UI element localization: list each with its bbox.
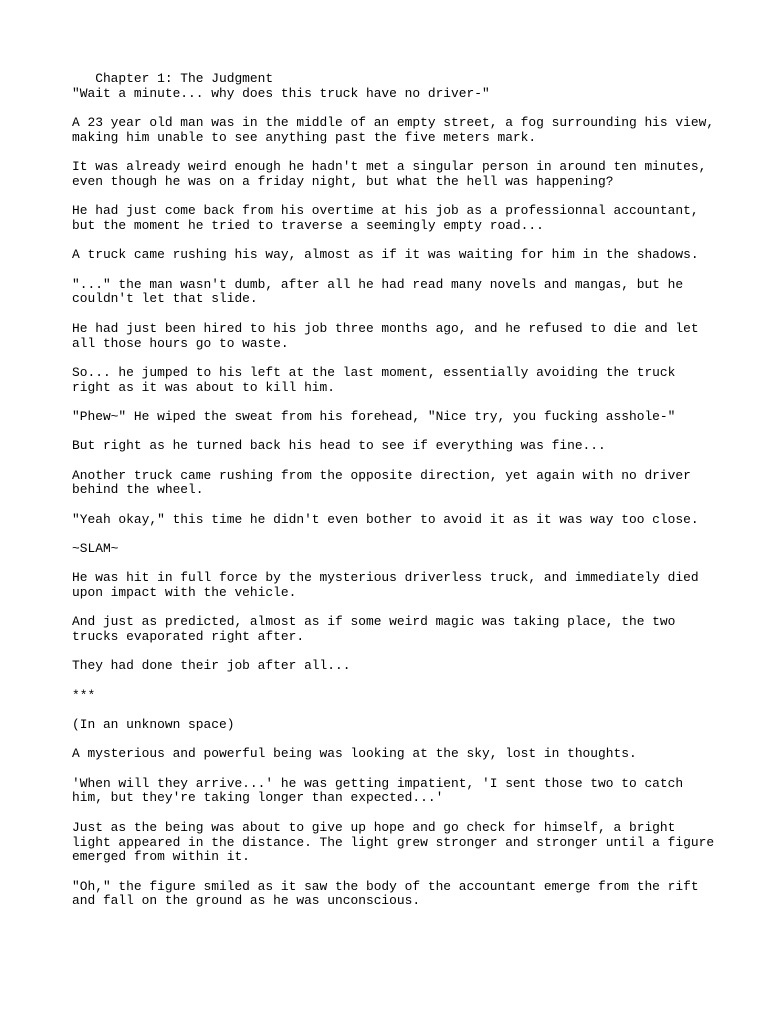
paragraph-line: even though he was on a friday night, but what the hell was happening? (72, 173, 614, 189)
paragraph (72, 689, 712, 704)
paragraph-line: making him unable to see anything past the five meters mark. (72, 129, 537, 145)
paragraph (72, 747, 712, 762)
paragraph (72, 366, 712, 396)
paragraph-line: "Wait a minute... why does this truck have no driver-" (72, 85, 490, 101)
document-page (72, 71, 715, 924)
paragraph (72, 322, 712, 352)
paragraph-line: It was already weird enough he hadn't met a singular person in around ten minutes, (72, 159, 707, 175)
paragraph-line: upon impact with the vehicle. (72, 585, 297, 601)
paragraph-line: couldn't let that slide. (72, 291, 258, 307)
paragraph (72, 469, 712, 499)
paragraph-line: behind the wheel. (72, 482, 204, 498)
paragraph (72, 204, 712, 234)
paragraph (72, 718, 712, 733)
paragraph-line: "Oh," the figure smiled as it saw the body of the accountant emerge from the rift (72, 878, 699, 894)
paragraph-line: And just as predicted, almost as if some weird magic was taking place, the two (72, 614, 676, 630)
chapter-heading: Chapter 1: The Judgment (72, 71, 274, 86)
paragraph-line: light appeared in the distance. The light grew stronger and stronger until a figure (72, 834, 715, 850)
paragraph-line: Another truck came rushing from the opposite direction, yet again with no driver (72, 467, 691, 483)
paragraph (72, 542, 712, 557)
paragraph-line: But right as he turned back his head to see if everything was fine... (72, 438, 606, 454)
paragraph-line: A 23 year old man was in the middle of an empty street, a fog surrounding his view, (72, 115, 715, 131)
paragraph-line: all those hours go to waste. (72, 335, 289, 351)
paragraph-line: A truck came rushing his way, almost as if it was waiting for him in the shadows. (72, 247, 699, 263)
paragraph-line: emerged from within it. (72, 849, 250, 865)
paragraph (72, 115, 715, 146)
paragraph-line: right as it was about to kill him. (72, 379, 336, 395)
paragraph-line: "Phew~" He wiped the sweat from his forehead, "Nice try, you fucking asshole-" (72, 408, 676, 424)
paragraph (72, 439, 712, 454)
paragraph (72, 513, 712, 528)
paragraph (72, 248, 712, 263)
paragraph-line: "Yeah okay," this time he didn't even bother to avoid it as it was way too close. (72, 511, 699, 527)
paragraph (72, 659, 712, 674)
paragraph (72, 571, 712, 601)
paragraph-line: 'When will they arrive...' he was getting impatient, 'I sent those two to catch (72, 775, 684, 791)
paragraph (72, 410, 712, 425)
paragraph-line: He had just been hired to his job three months ago, and he refused to die and let (72, 320, 699, 336)
paragraph-line: "..." the man wasn't dumb, after all he had read many novels and mangas, but he (72, 276, 684, 292)
paragraph-line: ~SLAM~ (72, 540, 119, 556)
paragraph (72, 87, 712, 102)
paragraph-line: They had done their job after all... (72, 658, 351, 674)
paragraph-line: and fall on the ground as he was unconscious. (72, 893, 421, 909)
paragraph-line: *** (72, 687, 96, 703)
paragraph-line: trucks evaporated right after. (72, 629, 305, 645)
paragraph-line: He was hit in full force by the mysterious driverless truck, and immediately died (72, 570, 699, 586)
paragraph (72, 615, 712, 645)
document-body (72, 85, 715, 909)
paragraph (72, 777, 712, 807)
paragraph-line: A mysterious and powerful being was looking at the sky, lost in thoughts. (72, 746, 637, 762)
paragraph (72, 880, 712, 910)
paragraph-line: So... he jumped to his left at the last moment, essentially avoiding the truck (72, 364, 676, 380)
paragraph (72, 160, 712, 190)
paragraph-line: but the moment he tried to traverse a seemingly empty road... (72, 218, 544, 234)
paragraph (72, 278, 712, 308)
paragraph-line: He had just come back from his overtime at his job as a professionnal accountant, (72, 203, 699, 219)
paragraph-line: (In an unknown space) (72, 717, 235, 733)
paragraph (72, 819, 715, 865)
paragraph-line: Just as the being was about to give up hope and go check for himself, a bright (72, 819, 676, 835)
paragraph-line: him, but they're taking longer than expected...' (72, 790, 444, 806)
